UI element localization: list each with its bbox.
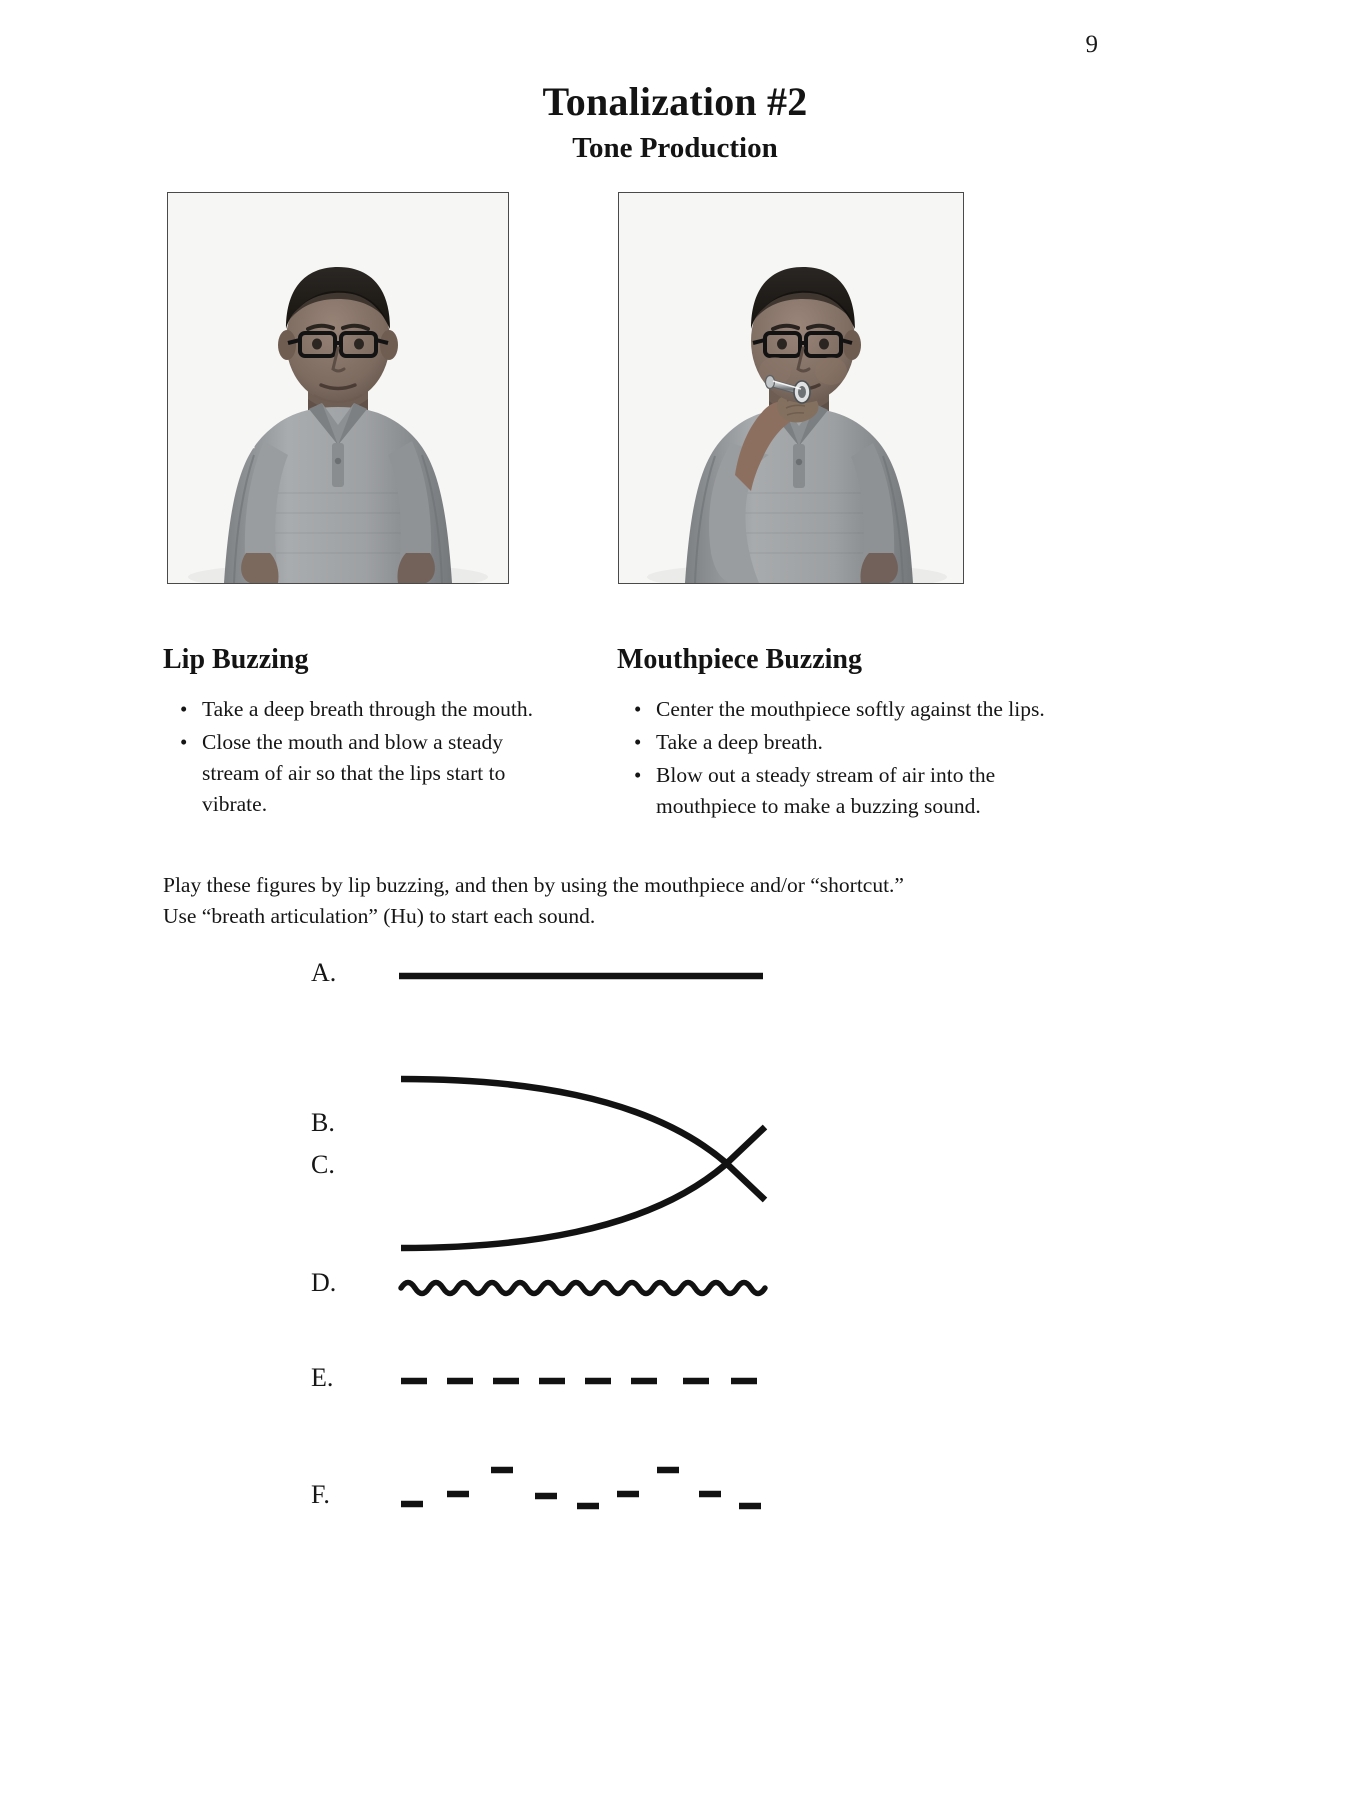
student-mouthpiece-photo	[618, 192, 964, 584]
page-number: 9	[1085, 31, 1098, 58]
list-item-text: Blow out a steady stream of air into the mouthpiece to make a buzzing sound.	[656, 763, 996, 818]
figure-art-even-dashes	[395, 1365, 775, 1405]
figure-art-wavy-line	[395, 1268, 775, 1308]
figure-label-f: F.	[311, 1480, 330, 1509]
figure-label-c: C.	[311, 1150, 335, 1179]
list-item	[172, 727, 562, 820]
ascending-curve-glyph	[395, 1127, 775, 1257]
lip-buzzing-steps	[172, 694, 562, 822]
figure-label-a: A.	[311, 958, 337, 987]
list-item	[626, 760, 1071, 822]
figure-row-f	[0, 1440, 1350, 1520]
wavy-line-glyph	[395, 1268, 775, 1308]
instruction-line-2: Use “breath articulation” (Hu) to start each sound.	[163, 904, 596, 928]
staggered-dashes-glyph	[395, 1442, 775, 1522]
figure-row-d	[0, 1250, 1350, 1350]
student-mouthpiece-illustration	[619, 193, 963, 583]
list-item-text: Take a deep breath through the mouth.	[202, 697, 534, 721]
figure-row-e	[0, 1345, 1350, 1445]
section-heading-lip-buzzing: Lip Buzzing	[163, 644, 309, 675]
list-item	[172, 694, 562, 725]
straight-line-glyph	[395, 960, 775, 1000]
figure-art-staggered-dashes	[395, 1442, 775, 1522]
student-neutral-photo	[167, 192, 509, 584]
bullet-icon: •	[634, 763, 642, 787]
bullet-icon: •	[634, 730, 642, 754]
mouthpiece-buzzing-steps	[626, 694, 1071, 824]
bullet-icon: •	[634, 697, 642, 721]
instruction-line-1: Play these figures by lip buzzing, and then by using the mouthpiece and/or “shortcut.”	[163, 873, 904, 897]
list-item-text: Center the mouthpiece softly against the lips.	[656, 697, 1045, 721]
list-item-text: Close the mouth and blow a steady stream of air so that the lips start to vibrate.	[202, 730, 506, 816]
list-item-text: Take a deep breath.	[656, 730, 823, 754]
page-subtitle: Tone Production	[572, 132, 778, 164]
figure-art-straight-line	[395, 960, 775, 1000]
page-title: Tonalization #2	[542, 79, 808, 124]
figure-label-b: B.	[311, 1108, 335, 1137]
student-neutral-illustration	[168, 193, 508, 583]
figure-label-e: E.	[311, 1363, 334, 1392]
even-dashes-glyph	[395, 1365, 775, 1405]
practice-instructions	[163, 870, 1063, 932]
bullet-icon: •	[180, 697, 188, 721]
list-item	[626, 727, 1071, 758]
practice-figures	[0, 940, 1350, 1520]
figure-art-ascending-curve	[395, 1127, 775, 1257]
section-heading-mouthpiece-buzzing: Mouthpiece Buzzing	[617, 644, 862, 675]
figure-label-d: D.	[311, 1268, 337, 1297]
list-item	[626, 694, 1071, 725]
bullet-icon: •	[180, 730, 188, 754]
